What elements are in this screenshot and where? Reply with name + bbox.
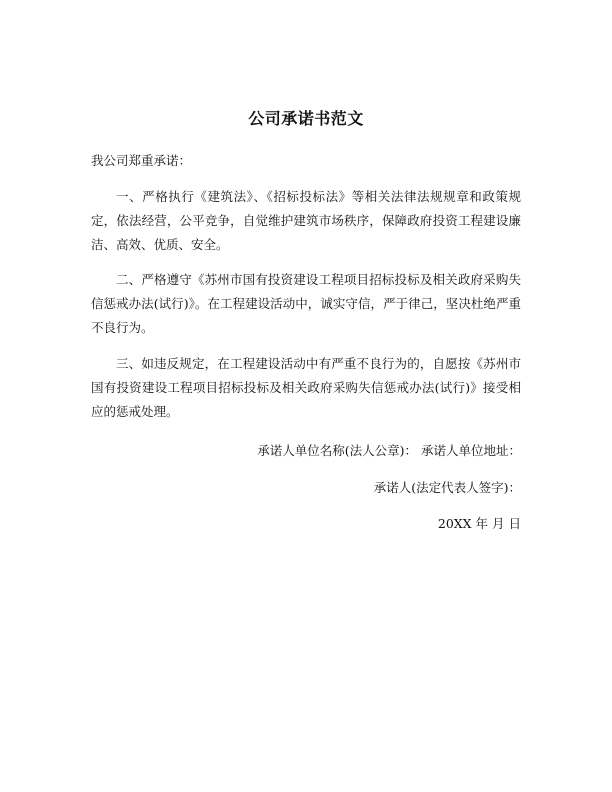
document-date: 20XX 年 月 日 <box>437 516 521 531</box>
signature-company-line: 承诺人单位名称(法人公章)： 承诺人单位地址： <box>257 443 521 458</box>
commitment-paragraph-1: 一、严格执行《建筑法》、《招标投标法》等相关法律法规规章和政策规定，依法经营，公平竞争，自觉维护建筑市场秩序，保障政府投资工程建设廉洁、高效、优质、安全。 <box>91 189 521 252</box>
commitment-paragraph-3: 三、如违反规定，在工程建设活动中有严重不良行为的，自愿按《苏州市国有投资建设工程项目招标投标及相关政府采购失信惩戒办法(试行)》接受相应的惩戒处理。 <box>91 356 521 419</box>
salutation: 我公司郑重承诺： <box>91 153 192 168</box>
document-title: 公司承诺书范文 <box>248 109 364 128</box>
signature-representative-line: 承诺人(法定代表人签字)： <box>373 480 521 495</box>
commitment-paragraph-2: 二、严格遵守《苏州市国有投资建设工程项目招标投标及相关政府采购失信惩戒办法(试行)》。在工程建设活动中，诚实守信，严于律己，坚决杜绝严重不良行为。 <box>91 272 521 335</box>
